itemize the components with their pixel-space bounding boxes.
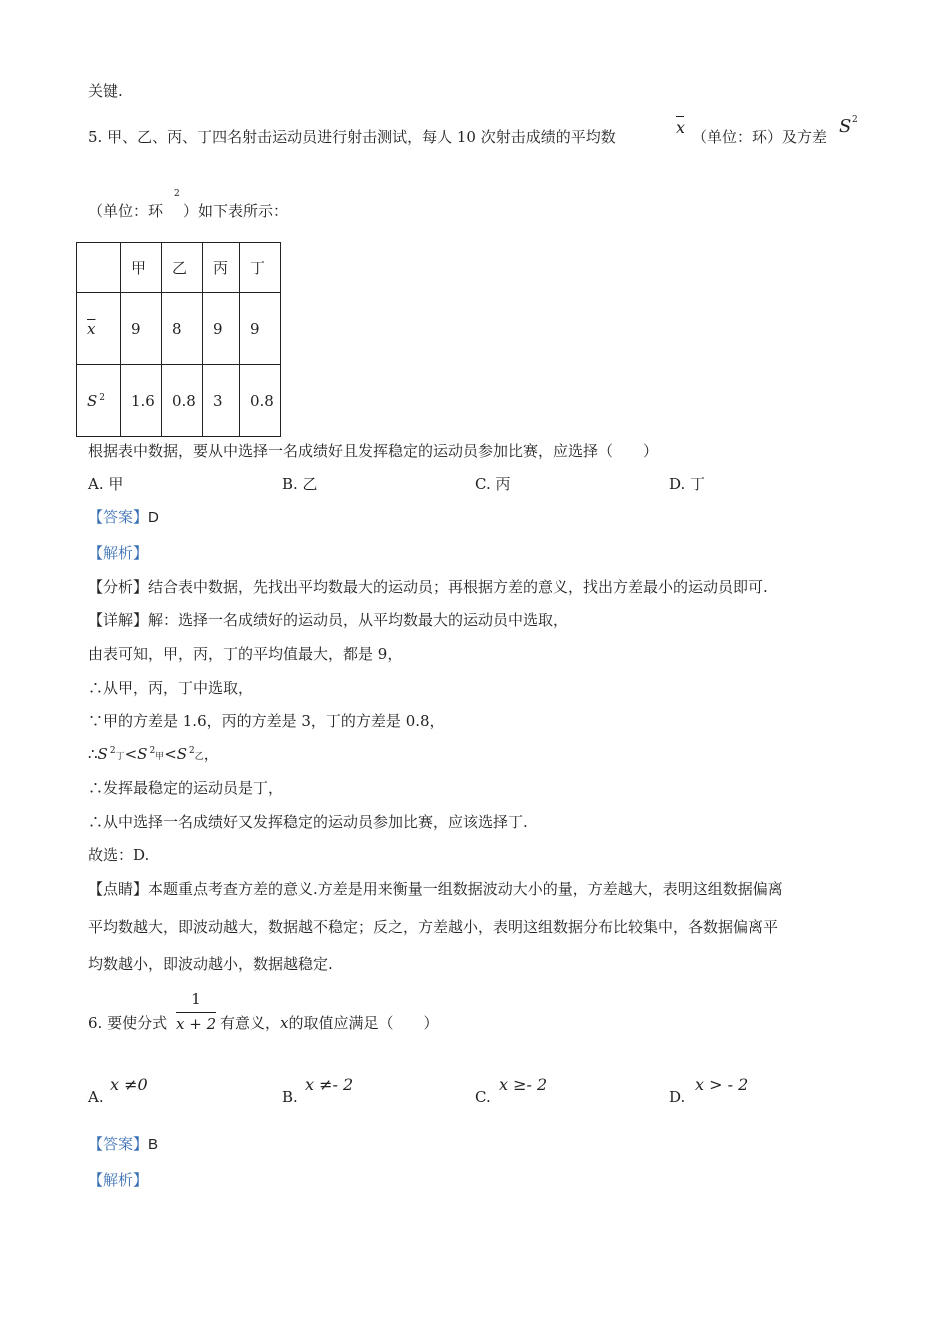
q6-option-c-letter: C. <box>475 1088 491 1106</box>
l4-exp: 2 <box>109 746 116 756</box>
q6-suffix-b: 的取值应满足（ ） <box>288 1014 439 1032</box>
l4-ding: 丁 <box>115 752 125 762</box>
q6-option-c-expr: x ≥- 2 <box>499 1075 548 1094</box>
q6-option-d-expr: x > - 2 <box>695 1075 749 1094</box>
q5-option-c: C. 丙 <box>475 475 511 493</box>
fraction-bar <box>176 1012 216 1013</box>
q5-line-l6: ∴从中选择一名成绩好又发挥稳定的运动员参加比赛，应该选择丁. <box>88 813 528 831</box>
l4-end: ， <box>203 745 219 763</box>
q6-prefix: 6. 要使分式 <box>88 1014 168 1032</box>
q5-line-l2: ∴从甲，丙，丁中选取， <box>88 679 254 697</box>
q5-line-l1: 由表可知，甲，丙，丁的平均值最大，都是 9， <box>88 645 403 663</box>
q5-dianjing-2: 平均数越大，即波动越大，数据越不稳定；反之，方差越小，表明这组数据分布比较集中，各数据偏离平 <box>88 918 779 936</box>
q5-xiangjie <box>88 613 568 628</box>
s-symbol: S <box>839 116 852 137</box>
row-label-mean <box>77 293 121 365</box>
table-header-cell: 乙 <box>162 243 203 293</box>
q5-dianjing <box>88 882 783 897</box>
dianjing-tag: 【点睛】 <box>88 880 149 898</box>
table-cell: 1.6 <box>121 365 162 437</box>
q5-option-b: B. 乙 <box>282 475 318 493</box>
s-exponent: 2 <box>852 115 858 125</box>
table-header-cell <box>77 243 121 293</box>
q5-line-l4 <box>88 747 219 762</box>
q6-suffix-a: 有意义， <box>220 1014 281 1032</box>
dianjing-text-1: 本题重点考查方差的意义.方差是用来衡量一组数据波动大小的量，方差越大，表明这组数据偏离 <box>148 880 783 898</box>
q6-answer <box>88 1137 158 1152</box>
table-header-cell: 丙 <box>203 243 240 293</box>
q5-dianjing-3: 均数越小，即波动越小，数据越稳定. <box>88 955 333 973</box>
answer-value: B <box>148 1136 159 1153</box>
table-row-variance <box>77 365 281 437</box>
q5-answer <box>88 510 159 525</box>
row-label-variance <box>77 365 121 437</box>
l4-jia: 甲 <box>155 752 165 762</box>
l4-s: S <box>97 745 108 763</box>
fenxi-text: 结合表中数据，先找出平均数最大的运动员；再根据方差的意义，找出方差最小的运动员即可. <box>148 578 768 596</box>
xbar-symbol: x <box>676 118 686 137</box>
l4-therefore: ∴ <box>88 745 98 763</box>
xiangjie-tag: 【详解】 <box>88 611 149 629</box>
answer-value: D <box>148 509 159 526</box>
prev-tail: 关键. <box>88 82 123 100</box>
table-row-mean <box>77 293 281 365</box>
table-cell: 9 <box>203 293 240 365</box>
q5-unit1: （单位：环）及方差 <box>692 128 828 146</box>
q6-option-b-letter: B. <box>282 1088 298 1106</box>
l4-s: S <box>176 745 188 763</box>
table-cell: 0.8 <box>162 365 203 437</box>
q5-fenxi <box>88 580 768 595</box>
l4-s: S <box>137 745 148 763</box>
row-label-xbar: $\overline{x}$ <box>87 319 96 338</box>
row-label-s-exp: 2 <box>99 392 106 403</box>
q6-option-a-expr: x ≠0 <box>110 1075 148 1094</box>
answer-tag: 【答案】 <box>88 1135 149 1153</box>
q5-unit2-b: ）如下表所示： <box>183 202 289 220</box>
score-table <box>76 242 281 437</box>
fraction-denominator: x + 2 <box>176 1015 217 1033</box>
q5-unit2-a: （单位：环 <box>88 202 164 220</box>
q6-x: x <box>280 1014 289 1032</box>
q5-line-l3: ∵甲的方差是 1.6，丙的方差是 3，丁的方差是 0.8， <box>88 712 445 730</box>
xbar-overline <box>676 116 684 117</box>
row-label-s: S <box>87 391 98 410</box>
table-cell: 9 <box>240 293 281 365</box>
l4-exp: 2 <box>189 746 195 756</box>
l4-yi: 乙 <box>194 752 204 762</box>
table-cell: 3 <box>203 365 240 437</box>
q6-option-b-expr: x ≠- 2 <box>305 1075 354 1094</box>
q5-option-d: D. 丁 <box>669 475 706 493</box>
answer-tag: 【答案】 <box>88 508 149 526</box>
table-header-cell: 甲 <box>121 243 162 293</box>
q5-analysis-tag: 【解析】 <box>88 544 149 562</box>
table-cell: 8 <box>162 293 203 365</box>
q6-suffix <box>220 1016 439 1031</box>
l4-lt: < <box>164 745 177 763</box>
q5-unit2-exp: 2 <box>174 189 180 199</box>
table-cell: 0.8 <box>240 365 281 437</box>
l4-lt: < <box>124 745 138 763</box>
l4-exp: 2 <box>149 746 156 756</box>
table-cell: 9 <box>121 293 162 365</box>
q6-analysis-tag: 【解析】 <box>88 1171 149 1189</box>
fraction-numerator: 1 <box>191 990 201 1008</box>
q5-option-a: A. 甲 <box>88 475 124 493</box>
q5-line1: 5. 甲、乙、丙、丁四名射击运动员进行射击测试，每人 10 次射击成绩的平均数 <box>88 128 616 146</box>
table-header-row <box>77 243 281 293</box>
xiangjie-text: 解：选择一名成绩好的运动员，从平均数最大的运动员中选取， <box>148 611 569 629</box>
table-header-cell: 丁 <box>240 243 281 293</box>
q5-question: 根据表中数据，要从中选择一名成绩好且发挥稳定的运动员参加比赛，应选择（ ） <box>88 442 659 460</box>
q6-option-d-letter: D. <box>669 1088 686 1106</box>
q6-option-a-letter: A. <box>88 1088 104 1106</box>
fenxi-tag: 【分析】 <box>88 578 149 596</box>
q5-line-l7: 故选：D. <box>88 846 150 864</box>
q5-line-l5: ∴发挥最稳定的运动员是丁， <box>88 779 284 797</box>
